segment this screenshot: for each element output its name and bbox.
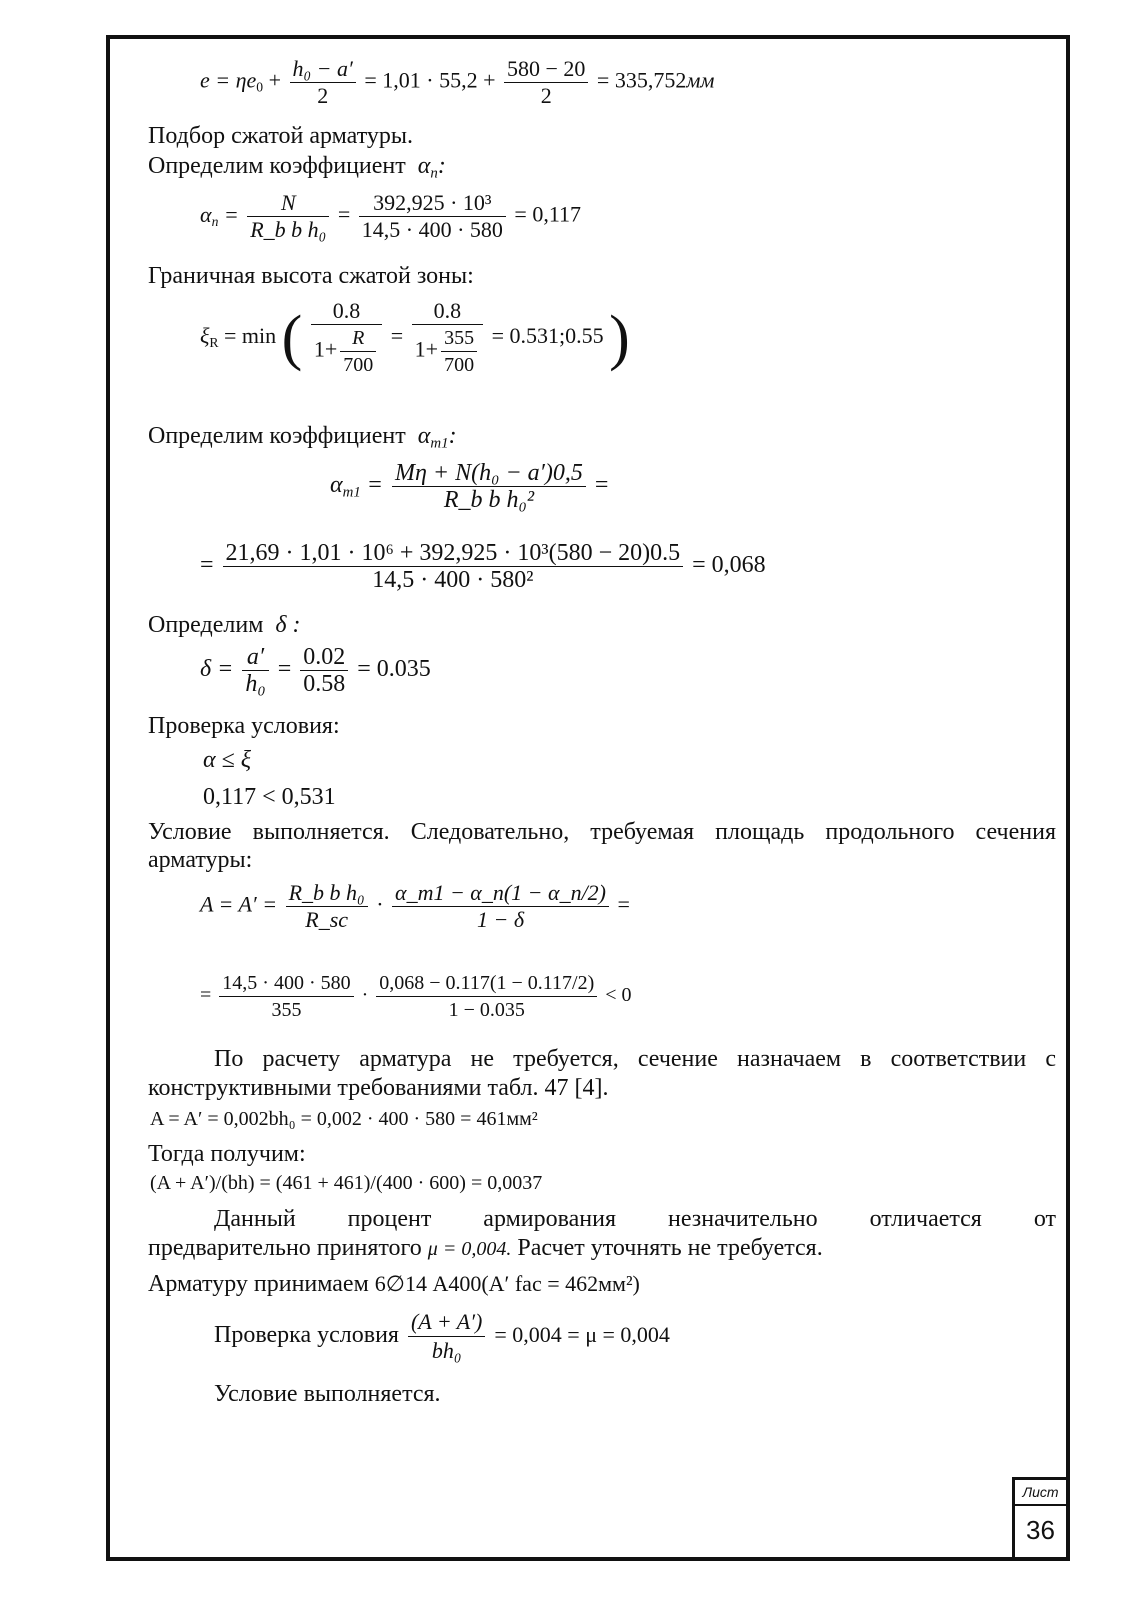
alpha-m1-result: = 0,068 — [692, 552, 766, 579]
equation-xi: $\xi_R = \min$ ( 0.8 1+ $\frac{R}{700}$ = 0.8 1+ $\frac{355}{700}$ = 0.531;0.55 ) — [200, 298, 630, 376]
alpha-m1-lhs: $\alpha_{m1}$ = — [330, 472, 383, 501]
check-line-1: α ≤ ξ — [203, 747, 252, 773]
text-alpha-n-label: Определим коэффициент — [148, 153, 406, 179]
alpha-m1-den2: 14,5 · 400 · 580² — [372, 567, 534, 593]
text-delta — [148, 611, 301, 639]
alpha-n-frac2-num: 392,925 · 10³ — [359, 190, 506, 217]
eq-e-frac2-den: 2 — [540, 83, 552, 108]
sheet-number-box — [1012, 1477, 1066, 1557]
As-frac4-num: 0,068 − 0.117(1 − 0.117/2) — [376, 970, 597, 997]
equation-delta: δ = $\frac{a'}{\text{h₀}}$ = $\frac{0.02}{0.58}$ = 0.035 — [200, 644, 431, 697]
sheet-label: Лист — [1015, 1480, 1066, 1506]
check2-result: = 0,004 = μ = 0,004 — [494, 1322, 670, 1348]
text-then: Тогда получим: — [148, 1141, 306, 1167]
equation-e: $e = \eta e_0$ + $\frac{\text{h₀ − a′}}{2}$ = 1,01 · 55,2 + $\frac{580 - 20}{2}$ = 335,752мм — [200, 56, 715, 108]
xi-frac1-den: 1+ $\frac{R}{700}$ — [311, 325, 382, 378]
delta-frac2-den: 0.58 — [303, 671, 346, 697]
text-condition-1: Условие выполняется. Следовательно, требуемая площадь продольного сечения — [148, 819, 1056, 845]
xi-min: = min — [224, 323, 277, 349]
delta-result: = 0.035 — [357, 656, 431, 683]
sheet-number: 36 — [1026, 1515, 1055, 1545]
text-selection: Подбор сжатой арматуры. — [148, 123, 413, 149]
text-done: Условие выполняется. — [214, 1381, 441, 1407]
As-lhs: A = A′ = — [200, 891, 278, 917]
As-frac1-den: R_sc — [305, 907, 349, 932]
text-accept-label: Арматуру принимаем — [148, 1271, 369, 1297]
paren-open: ( — [281, 304, 303, 372]
check2-den: bh₀ — [431, 1338, 462, 1363]
As-tail: = — [617, 891, 630, 917]
text-percent-2-mu: μ = 0,004. — [427, 1238, 512, 1260]
xi-result: = 0.531;0.55 — [491, 323, 604, 349]
xi-frac2-den: 1+ $\frac{355}{700}$ — [412, 325, 483, 378]
text-alpha-n — [148, 152, 446, 187]
text-condition-2: арматуры: — [148, 847, 253, 873]
paren-close: ) — [609, 304, 630, 372]
delta-lhs: δ = — [200, 656, 234, 683]
equation-As-min: A = A′ = 0,002bh₀ = 0,002 · 400 · 580 = 461мм² — [150, 1108, 538, 1130]
eq-e-frac1-den: 2 — [317, 83, 329, 108]
delta-symbol: δ : — [269, 612, 301, 638]
eq-e-plus: + — [268, 67, 282, 93]
text-percent-2-b: Расчет уточнять не требуется. — [517, 1235, 823, 1261]
alpha-n-frac2-den: 14,5 · 400 · 580 — [361, 217, 503, 242]
eq-e-frac2-num: 580 − 20 — [504, 56, 588, 83]
text-percent-1: Данный процент армирования незначительно отличается от — [214, 1206, 1056, 1232]
text-check: Проверка условия: — [148, 713, 340, 739]
As-result: < 0 — [605, 984, 632, 1007]
text-check2: Проверка условия — [214, 1322, 399, 1349]
xi-lhs: ξ — [200, 323, 210, 349]
equation-alpha-m1 — [330, 460, 608, 513]
As-frac1-num: R_b b h₀ — [286, 880, 368, 907]
As-frac2-num: α_m1 − α_n(1 − α_n/2) — [392, 880, 609, 907]
equation-ratio: (A + A′)/(bh) = (461 + 461)/(400 · 600) = 0,0037 — [150, 1172, 543, 1194]
text-calc-1: По расчету арматура не требуется, сечение назначаем в соответствии с — [214, 1046, 1056, 1072]
text-percent-2 — [148, 1234, 823, 1263]
As-frac4-den: 1 − 0.035 — [448, 999, 525, 1021]
delta-frac2-num: 0.02 — [300, 644, 348, 671]
check2-block — [214, 1308, 670, 1365]
delta-frac1-den: h₀ — [245, 671, 266, 697]
equation-alpha-n: $\alpha_n$ = $\frac{N}{\text{R\_b b h₀}}$ = $\frac{\text{392,925 · 10³}}{14,5 \cdot 400 \cdot 580}$ = 0,117 — [200, 190, 581, 242]
alpha-m1-den: R_b b h₀² — [443, 487, 535, 513]
text-delta-label: Определим — [148, 612, 264, 638]
text-percent-2-a: предварительно принятого — [148, 1235, 422, 1261]
text-accept — [148, 1270, 640, 1298]
text-xi: Граничная высота сжатой зоны: — [148, 263, 474, 289]
alpha-m1-num2: 21,69 · 1,01 · 10⁶ + 392,925 · 10³(580 − 20)0.5 — [223, 540, 684, 567]
alpha-n-frac1-den: R_b b h₀ — [250, 217, 327, 242]
eq-e-result: = 335,752 — [596, 67, 687, 93]
alpha-n-lhs: $\alpha_n$ = — [200, 201, 239, 229]
eq-e-unit: мм — [686, 67, 715, 93]
check2-num: (A + A′) — [408, 1308, 485, 1337]
alpha-n-symbol: $\alpha_n$: — [411, 153, 446, 182]
As-frac2-den: 1 − δ — [476, 907, 525, 932]
text-calc-2: конструктивными требованиями табл. 47 [4]. — [148, 1075, 609, 1101]
text-alpha-m1 — [148, 422, 457, 457]
As-frac3-num: 14,5 · 400 · 580 — [219, 970, 353, 997]
xi-frac2-num: 0.8 — [412, 298, 483, 325]
alpha-m1-num: Mη + N(h₀ − a′)0,5 — [392, 460, 586, 487]
equation-alpha-m1-values: = $\frac{\text{21,69 · 1,01 · 10⁶ + 392,925 · 10³(580 − 20)0.5}}{\text{14,5 · 400 · 580²}}$ = 0,068 — [200, 540, 766, 593]
eq-e-lhs: e = ηe — [200, 67, 257, 93]
xi-frac1-num: 0.8 — [311, 298, 382, 325]
alpha-n-result: = 0,117 — [514, 201, 581, 227]
accept-formula: 6∅14 A400(A′ fac = 462мм²) — [374, 1271, 640, 1296]
eq-e-mid: = 1,01 · 55,2 + — [364, 67, 496, 93]
equation-As: A = A′ = $\frac{\text{R\_b b h₀}}{R\_sc}$ · $\frac{\alpha\_m1 - \alpha\_n(1 - \alpha\_n/2)}{1 - \delta}$ = — [200, 880, 630, 932]
check-line-2: 0,117 < 0,531 — [203, 784, 336, 810]
equation-As-values: = $\frac{14,5 \cdot 400 \cdot 580}{355}$ · $\frac{0,068 - 0.117(1 - 0.117/2)}{1 - 0.035}$ < 0 — [200, 972, 632, 1021]
delta-frac1-num: a′ — [242, 644, 268, 671]
alpha-n-frac1-num: N — [247, 190, 329, 217]
eq-e-frac1-num: h₀ − a′ — [290, 56, 356, 83]
As-frac3-den: 355 — [271, 999, 302, 1021]
alpha-m1-tail: = — [594, 472, 609, 499]
text-alpha-m1-label: Определим коэффициент — [148, 423, 406, 449]
alpha-m1-symbol: $\alpha_{m1}$: — [411, 423, 457, 452]
